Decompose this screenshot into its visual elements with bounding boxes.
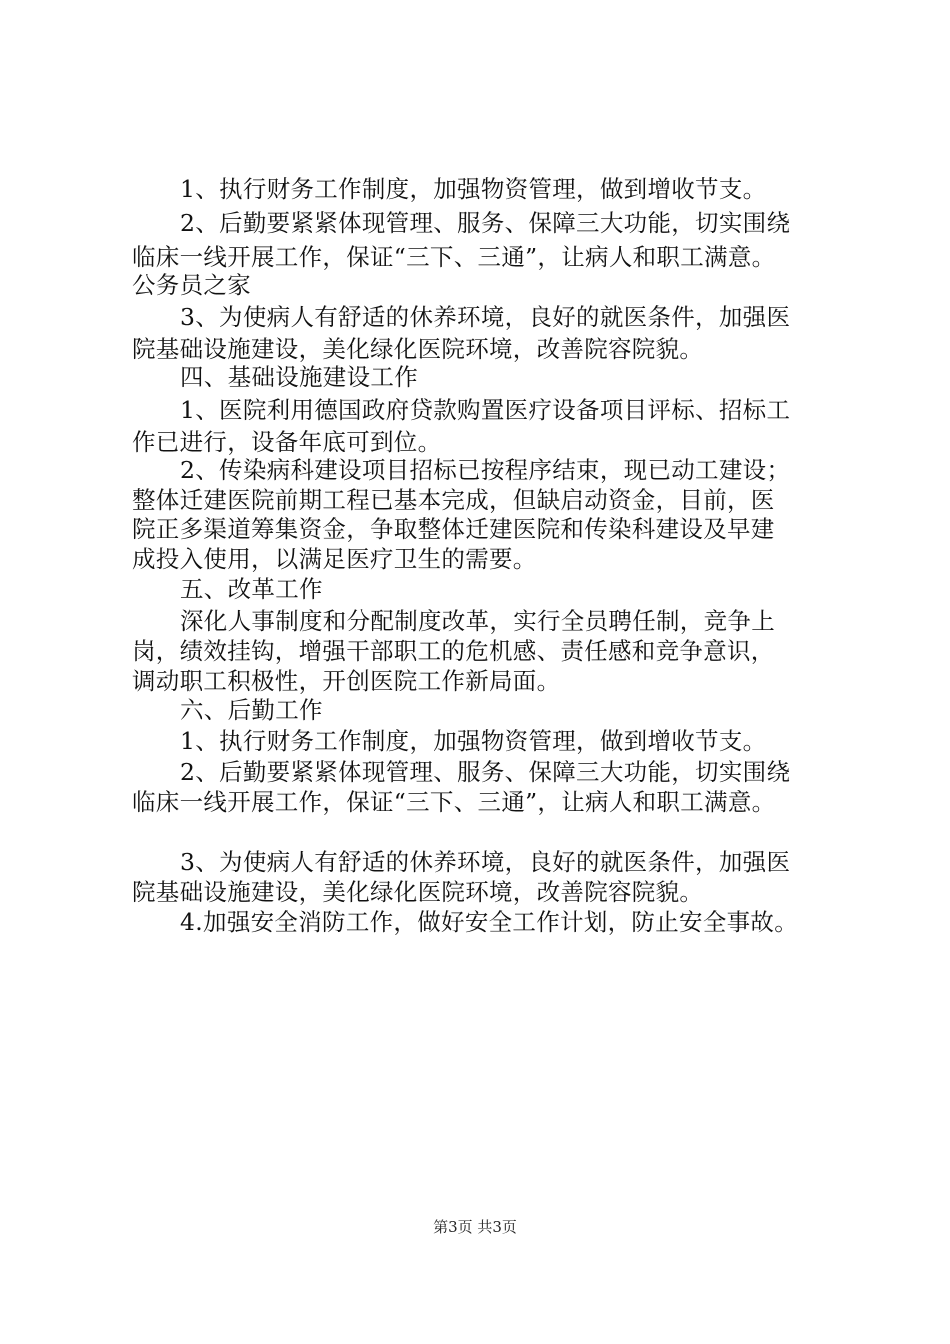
paragraph-line: 整体迁建医院前期工程已基本完成，但缺启动资金，目前，医 [132,486,775,514]
paragraph-line: 作已进行，设备年底可到位。 [132,428,442,456]
paragraph-line: 临床一线开展工作，保证“三下、三通”，让病人和职工满意。 [132,243,776,271]
section-heading: 四、基础设施建设工作 [180,363,418,391]
paragraph-line: 3、为使病人有舒适的休养环境，良好的就医条件，加强医 [180,848,791,876]
paragraph-line: 1、医院利用德国政府贷款购置医疗设备项目评标、招标工 [180,396,791,424]
paragraph-line: 2、后勤要紧紧体现管理、服务、保障三大功能，切实围绕 [180,758,791,786]
paragraph-line: 2、传染病科建设项目招标已按程序结束，现已动工建设； [180,456,791,484]
paragraph-line: 2、后勤要紧紧体现管理、服务、保障三大功能，切实围绕 [180,209,791,237]
site-watermark-text: 公务员之家 [132,271,251,299]
paragraph-line: 4.加强安全消防工作，做好安全工作计划，防止安全事故。 [180,908,799,936]
paragraph-line: 调动职工积极性，开创医院工作新局面。 [132,667,561,695]
paragraph-line: 院正多渠道筹集资金，争取整体迁建医院和传染科建设及早建 [132,515,775,543]
page-number-footer: 第3页 共3页 [433,1218,517,1236]
section-heading: 六、后勤工作 [180,696,323,724]
paragraph-line: 院基础设施建设，美化绿化医院环境，改善院容院貌。 [132,335,704,363]
paragraph-line: 院基础设施建设，美化绿化医院环境，改善院容院貌。 [132,878,704,906]
section-heading: 五、改革工作 [180,575,323,603]
paragraph-line: 临床一线开展工作，保证“三下、三通”，让病人和职工满意。 [132,788,776,816]
paragraph-line: 成投入使用，以满足医疗卫生的需要。 [132,545,537,573]
paragraph-line: 3、为使病人有舒适的休养环境，良好的就医条件，加强医 [180,303,791,331]
paragraph-line: 岗，绩效挂钩，增强干部职工的危机感、责任感和竞争意识， [132,637,775,665]
paragraph-line: 深化人事制度和分配制度改革，实行全员聘任制，竞争上 [180,607,775,635]
paragraph-line: 1、执行财务工作制度，加强物资管理，做到增收节支。 [180,175,767,203]
paragraph-line: 1、执行财务工作制度，加强物资管理，做到增收节支。 [180,727,767,755]
